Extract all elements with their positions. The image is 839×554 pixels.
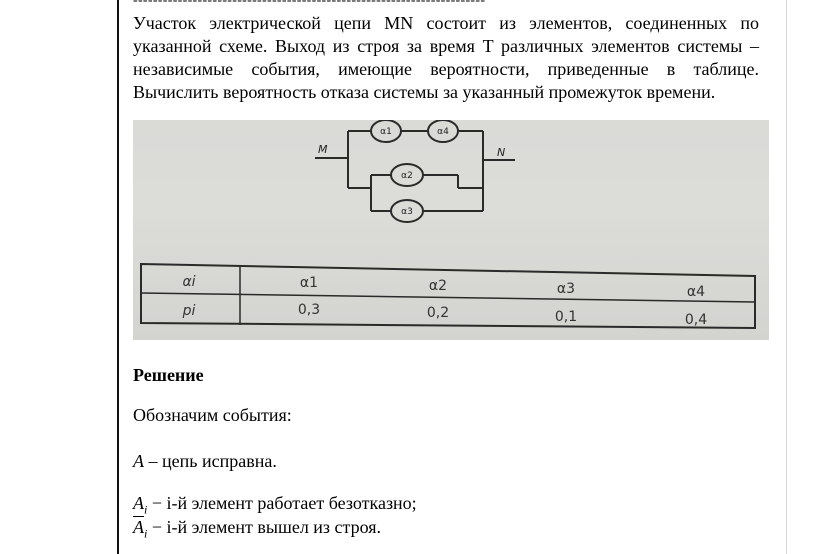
solution-heading: Решение <box>133 365 204 385</box>
page-margin-line <box>117 0 119 554</box>
table-col-alpha4: α4 <box>686 284 706 300</box>
event-not-ai-definition <box>133 517 381 542</box>
label-M: M <box>318 143 328 156</box>
event-not-ai-symbol: $\overline{A}$ <box>133 517 144 537</box>
event-not-ai-text: − i-й элемент вышел из строя. <box>147 517 382 537</box>
table-p2: 0,2 <box>426 305 450 321</box>
table-col-alpha3: α3 <box>556 281 576 297</box>
event-a-definition <box>133 451 277 472</box>
event-a-symbol: A <box>133 451 144 471</box>
event-ai-symbol: A <box>133 493 144 513</box>
page-edge-line <box>786 0 787 554</box>
table-header-alpha-i: αi <box>182 274 196 290</box>
problem-line-3: независимые события, имеющие вероятности, приведенные в таблице. <box>133 59 759 79</box>
label-alpha2: α2 <box>401 171 413 181</box>
problem-line-2: указанной схеме. Выход из строя за время T различных элементов системы – <box>133 36 759 56</box>
separator-dashes: ----------------------------------------------------------------------- <box>133 0 486 8</box>
table-p3: 0,1 <box>554 309 578 325</box>
table-p1: 0,3 <box>297 302 321 318</box>
problem-line-1: Участок электрической цепи MN состоит из элементов, соединенных по <box>133 13 759 33</box>
event-not-ai-subscript: i <box>144 526 148 541</box>
problem-line-4: Вычислить вероятность отказа системы за указанный промежуток времени. <box>133 82 716 102</box>
circuit-photo <box>133 120 769 340</box>
label-alpha1: α1 <box>380 127 392 137</box>
event-ai-definition <box>133 493 417 518</box>
table-col-alpha2: α2 <box>428 278 448 294</box>
table-p4: 0,4 <box>684 312 708 328</box>
problem-statement <box>133 12 759 104</box>
label-N: N <box>497 146 506 159</box>
table-col-alpha1: α1 <box>299 275 319 291</box>
event-a-text: – цепь исправна. <box>144 451 277 471</box>
circuit-diagram <box>133 120 769 340</box>
event-ai-text: − i-й элемент работает безотказно; <box>147 493 417 513</box>
table-header-p-i: pi <box>182 303 196 319</box>
event-ai-subscript: i <box>144 502 148 517</box>
label-alpha4: α4 <box>437 127 449 137</box>
label-alpha3: α3 <box>401 207 413 217</box>
solution-intro: Обозначим события: <box>133 405 292 425</box>
